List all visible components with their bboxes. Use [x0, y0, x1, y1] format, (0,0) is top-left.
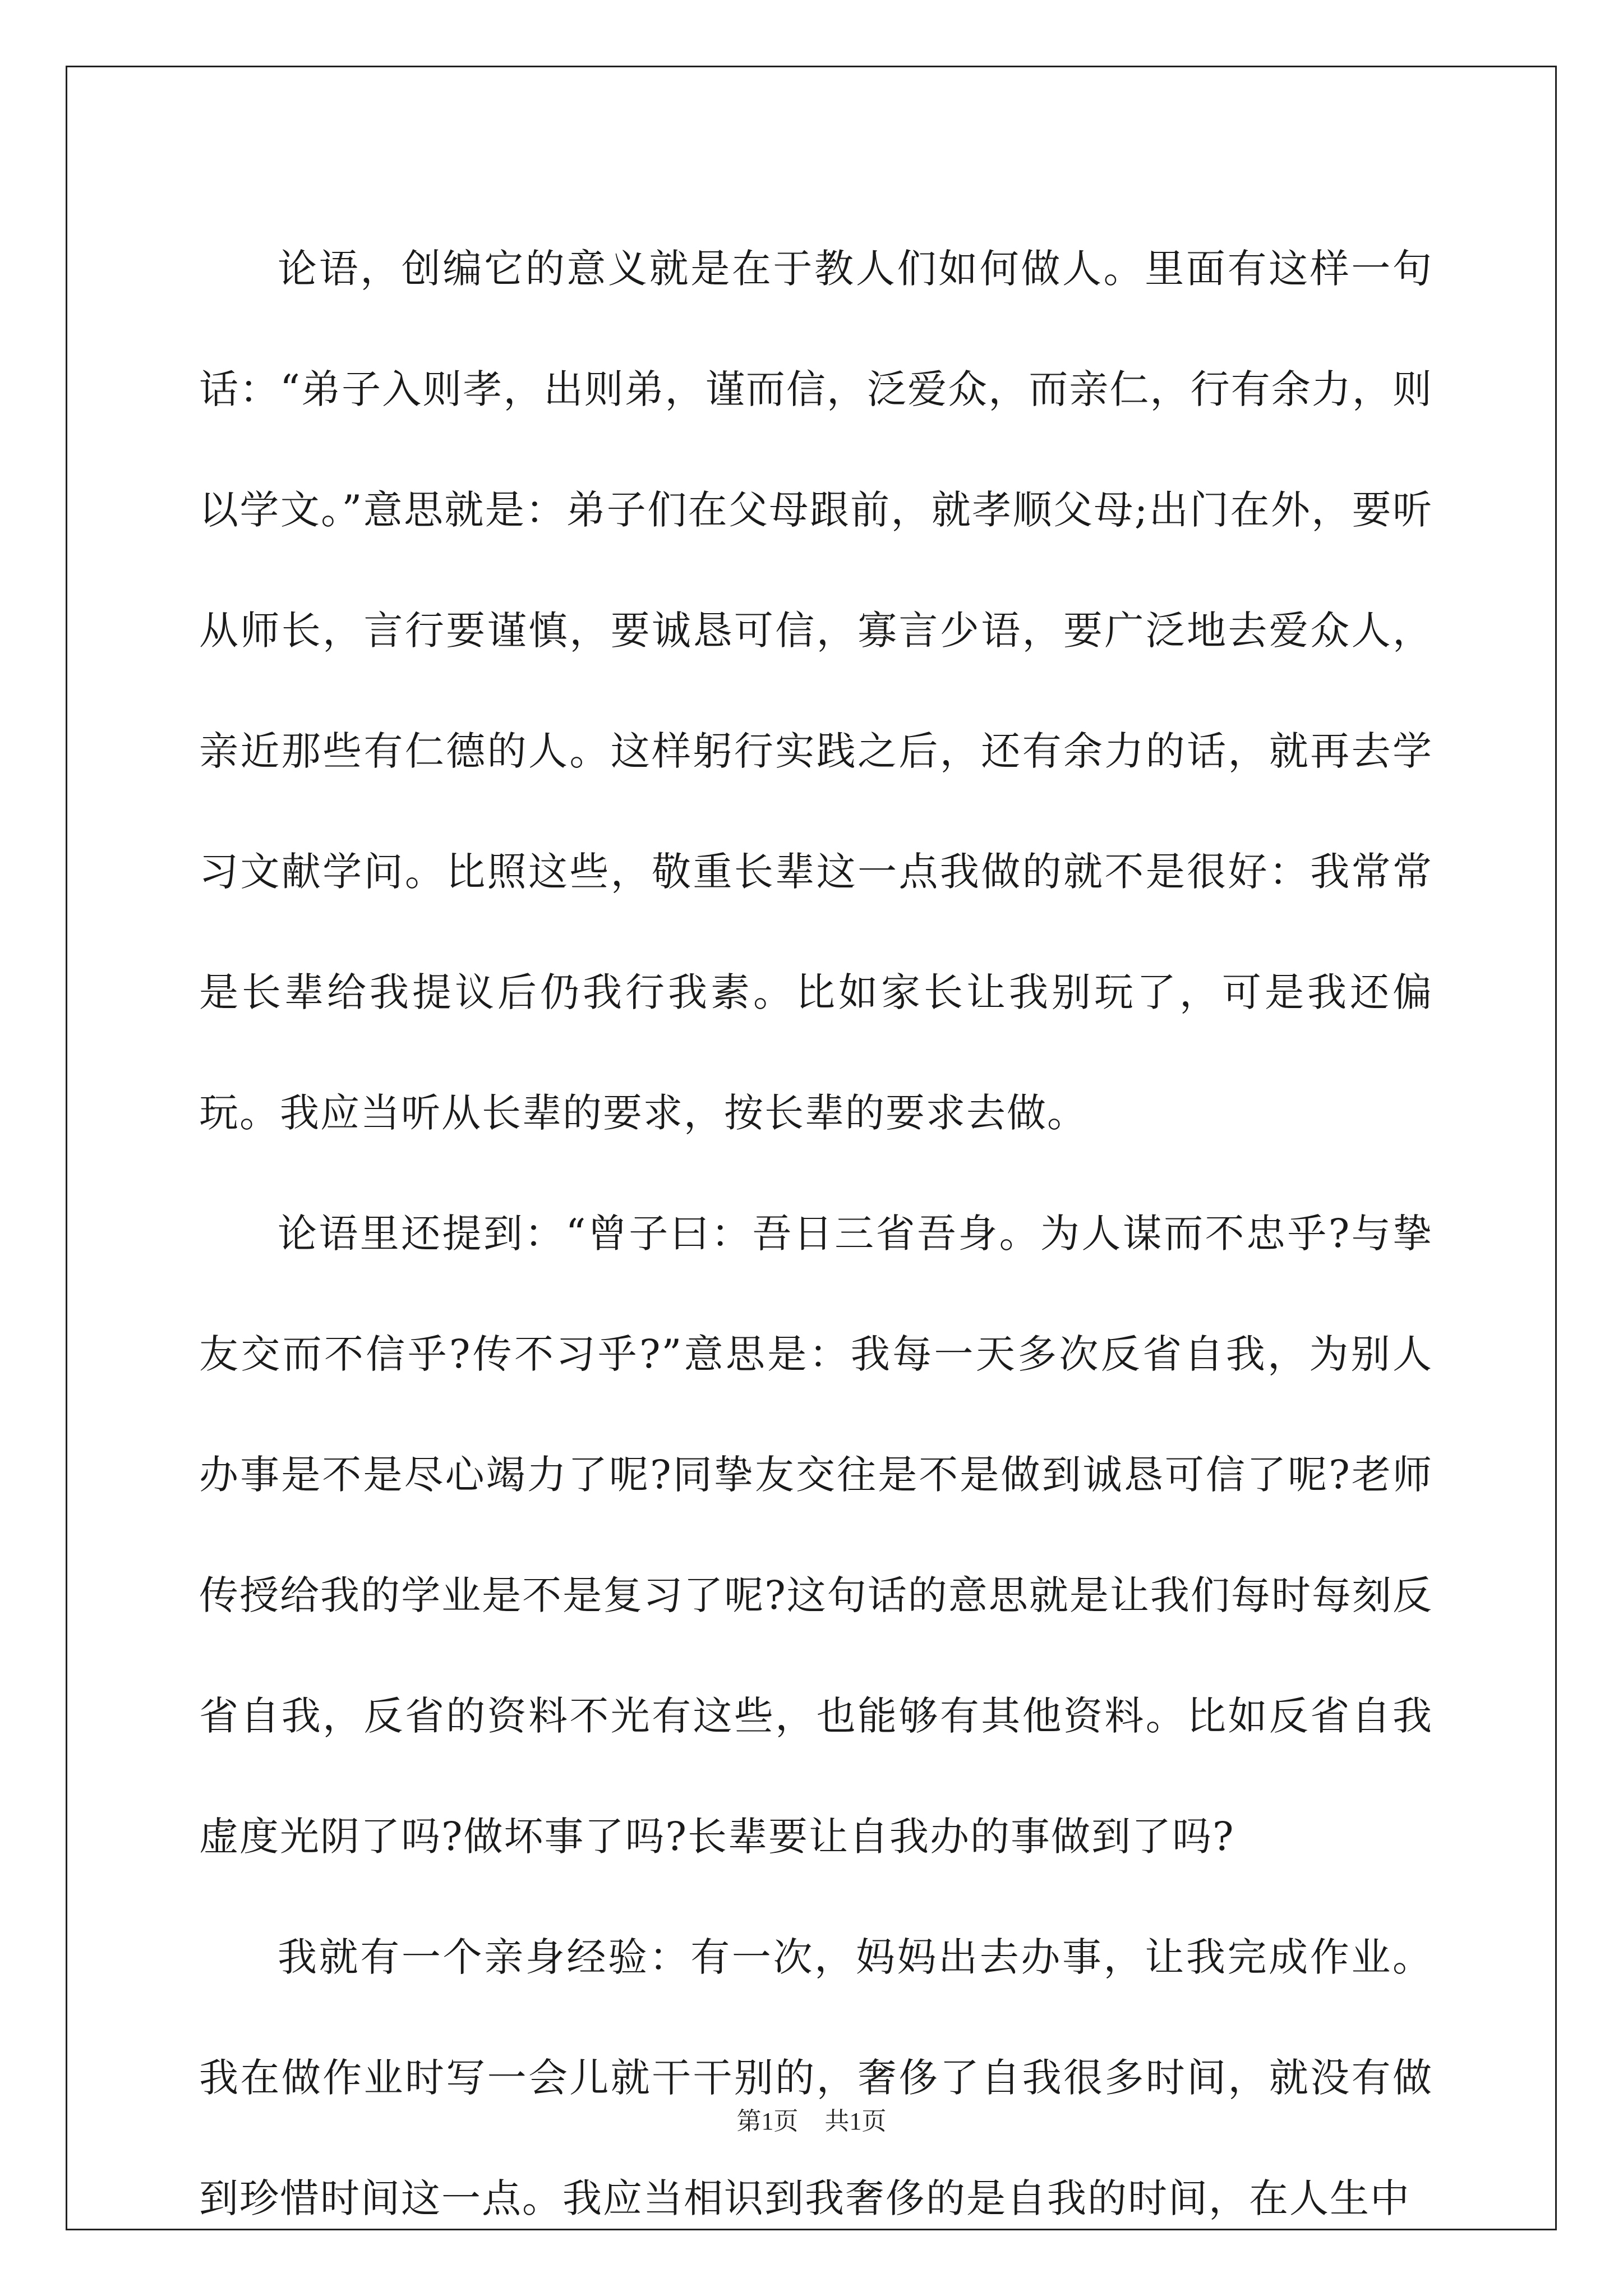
page-number-total: 共1页: [824, 2108, 887, 2135]
paragraph-2: 论语里还提到：“曾子曰：吾日三省吾身。为人谋而不忠乎?与挚友交而不信乎?传不习乎?”意思是：我每一天多次反省自我，为别人办事是不是尽心竭力了呢?同挚友交往是不是做到诚恳可信了呢?老师传授给我的学业是不是复习了呢?这句话的意思就是让我们每时每刻反省自我，反省的资料不光有这些，也能够有其他资料。比如反省自我虚度光阴了吗?做坏事了吗?长辈要让自我办的事做到了吗?: [199, 1211, 1433, 1860]
page-number-current: 第1页: [736, 2108, 799, 2135]
document-body: [199, 209, 1433, 2259]
paragraph-3: 我就有一个亲身经验：有一次，妈妈出去办事，让我完成作业。我在做作业时写一会儿就干干别的，奢侈了自我很多时间，就没有做到珍惜时间这一点。我应当相识到我奢侈的是自我的时间，在人生中: [199, 1934, 1433, 2221]
paragraph-1: 论语，创编它的意义就是在于教人们如何做人。里面有这样一句话：“弟子入则孝，出则弟，谨而信，泛爱众，而亲仁，行有余力，则以学文。”意思就是：弟子们在父母跟前，就孝顺父母;出门在外，要听从师长，言行要谨慎，要诚恳可信，寡言少语，要广泛地去爱众人，亲近那些有仁德的人。这样躬行实践之后，还有余力的话，就再去学习文献学问。比照这些，敬重长辈这一点我做的就不是很好：我常常是长辈给我提议后仍我行我素。比如家长让我别玩了，可是我还偏玩。我应当听从长辈的要求，按长辈的要求去做。: [199, 246, 1433, 1136]
page-footer: [0, 2101, 1623, 2137]
